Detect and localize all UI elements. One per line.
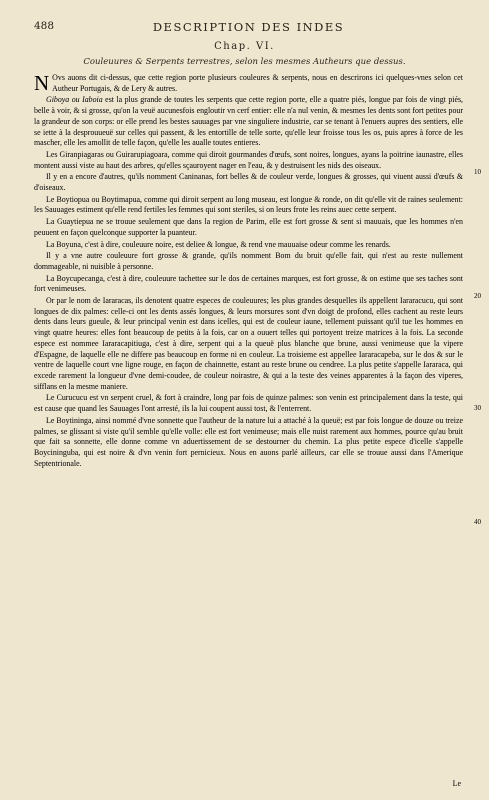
paragraph: Le Curucucu est vn serpent cruel, & fort à craindre, long par fois de quinze palmes: son venin est principalement dans la teste, qui est cause que quand les Sauuages l'ont arresté, ils la lui coupent aussi tost, & l'enterrent. bbox=[34, 393, 463, 414]
margin-line-number: 30 bbox=[474, 404, 481, 412]
body-text bbox=[34, 73, 463, 470]
paragraph: La Boyuna, c'est à dire, couleuure noire, est deliee & longue, & rend vne mauuaise odeur comme les renards. bbox=[46, 239, 391, 249]
paragraph: Il y a vne autre couleuure fort grosse & grande, qu'ils nomment Bom du bruit qu'elle fait, qui n'est au reste nullement dommageable, ni nuisible à personne. bbox=[34, 251, 463, 271]
margin-line-number: 20 bbox=[474, 292, 481, 300]
paragraph: Giboya ou Iaboia est la plus grande de toutes les serpents que cette region porte, elle a quatre piés, longue par fois de vingt piés, belle à voir, & si grosse, qu'on la veuë aucunesfois engloutir vn cerf entier: elle n'a nul venin, & mesmes les dents sont fort petites pour la grandeur de son corps: or elle prend les bestes sauuages par vne singuliere industrie, car se tenant à l'enuers aupres des sentiers, elle se iette à la desprouueuë sur celles qui passent, & les entortille de telle sorte, qu'elle leur froisse tous les os, puis apres à force de les mascher, elle les amollit de telle façon, qu'elle les aualle toutes entieres. bbox=[34, 95, 463, 148]
drop-cap: N bbox=[34, 71, 50, 95]
margin-line-number: 10 bbox=[474, 168, 481, 176]
species-name: Giboya ou Iaboia bbox=[46, 95, 103, 105]
page-number: 488 bbox=[34, 20, 55, 32]
chapter-heading: Chap. VI. bbox=[214, 41, 275, 52]
paragraph: Il y en a encore d'autres, qu'ils nomment Caninanas, fort belles & de couleur verde, longues & grosses, qui viuent aussi d'œufs & d'oiseaux. bbox=[34, 172, 463, 193]
paragraph: La Guaytiepua ne se trouue seulement que dans la region de Parim, elle est fort grosse & sent si mauuais, que les hommes n'en peuuent en façon quelconque supporter la puanteur. bbox=[34, 217, 463, 237]
paragraph: Or par le nom de Iararacas, ils denotent quatre especes de couleuures; les plus grandes desquelles ils appellent Iararacucu, qui sont longues de dix palmes: celle-ci ont les dents assés longues, & leurs morsures sont d'vn doigt de profond, elles cachent au reste leurs dents dans leurs gueule, & leur principal venin est dans icelles, qui est de couleur iaune, tellement puissant qu'il tue les hommes en vingt quatre heures: elles font beaucoup de petits à la fois, car on a ouuert telles qui portoyent treize matrices à la fois. La seconde espece est nommee Iararacapitiuga, c'est à dire, serpent qui a la queuë plus blanche que brune, aussi venimeuse que la vipere d'Espagne, de laquelle elle ne differe pas beaucoup en forme ni en couleur. La troisieme est appellee Iararacapeba, sur le dos & sur le ventre de laquelle court vne ligne rouge, en façon de chainnette, estant au reste brune ou cendree. La plus petite s'appelle Iararaca, qui excede rarement la longueur d'vne demi-coudee, de couleur noirastre, & qui a la teste des veines apparentes à la façon des viperes, sifflans en la mesme maniere. bbox=[34, 296, 463, 391]
paragraph: Le Boytiopua ou Boytimapua, comme qui diroit serpent au long museau, est longue & ronde, on dit qu'elle vit de raines seulement: les Sauuages estiment qu'elle rend fertiles les femmes qui sont steriles, si on leurs frote les reins auec cette serpent. bbox=[34, 194, 463, 215]
paragraph: Les Giranpiagaras ou Guirarupiagoara, comme qui diroit gourmandes d'œufs, sont noires, longues, ayans la poitrine iaunastre, elles montent aussi viste au haut des arbres, qu'elles sçauroyent nager en l'eau, & y destruisent les nids des oiseaux. bbox=[34, 149, 463, 170]
catchword: Le bbox=[452, 779, 461, 788]
margin-line-number: 40 bbox=[474, 518, 481, 526]
section-title: Couleuures & Serpents terrestres, selon les mesmes Autheurs que dessus. bbox=[83, 57, 406, 67]
paragraph: La Boycupecanga, c'est à dire, couleuure tachettee sur le dos de certaines marques, est fort grosse, & on estime que ses taches sont fort venimeuses. bbox=[34, 273, 463, 294]
running-head bbox=[34, 20, 463, 34]
running-title: DESCRIPTION DES INDES bbox=[152, 20, 345, 34]
paragraph: Le Boytininga, ainsi nommé d'vne sonnette que l'autheur de la nature lui a attaché à la queuë; est par fois longue de douze ou treize palmes, se glissant si viste qu'il semble qu'elle volle: elle est fort venimeuse; mais elle nuist rarement aux hommes, pource qu'au bruit que fait sa sonnette, elle donne comme vn aduertissement de se destourner du chemin. La plus petite espece d'icelle s'appelle Boycininguba, qui est noire & d'vn venin fort pernicieux. Nous en auons parlé ailleurs, car elle se trouue aussi dans l'Amerique Septentrionale. bbox=[34, 415, 463, 468]
paragraph: N Ovs auons dit ci-dessus, que cette region porte plusieurs couleures & serpents, nous en descrirons ici quelques-vnes selon cet Autheur Portugais, & de Lery & autres. bbox=[34, 71, 463, 95]
